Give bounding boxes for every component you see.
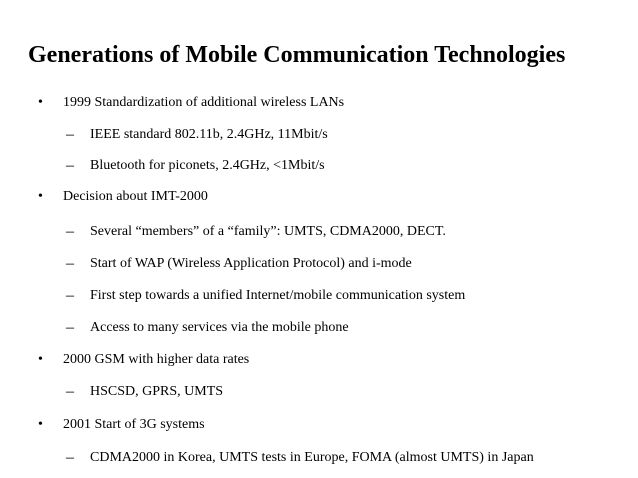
dash-icon: – [66, 157, 74, 174]
dash-icon: – [66, 287, 74, 304]
slide-title: Generations of Mobile Communication Technologies [28, 42, 566, 68]
sub-bullet-text: Start of WAP (Wireless Application Protocol) and i-mode [90, 256, 412, 271]
dash-icon: – [66, 449, 74, 466]
bullet-text: 1999 Standardization of additional wireless LANs [63, 95, 345, 110]
dash-icon: – [66, 255, 74, 272]
bullet-text: Decision about IMT-2000 [63, 189, 208, 204]
bullet-icon: • [38, 95, 43, 110]
sub-bullet-text: First step towards a unified Internet/mobile communication system [90, 288, 466, 303]
bullet-icon: • [38, 352, 43, 367]
sub-bullet-text: CDMA2000 in Korea, UMTS tests in Europe, FOMA (almost UMTS) in Japan [90, 450, 534, 465]
bullet-icon: • [38, 417, 43, 432]
bullet-icon: • [38, 189, 43, 204]
sub-bullet-text: HSCSD, GPRS, UMTS [90, 384, 224, 399]
dash-icon: – [66, 223, 74, 240]
bullet-text: 2000 GSM with higher data rates [63, 352, 250, 367]
dash-icon: – [66, 126, 74, 143]
bullet-text: 2001 Start of 3G systems [63, 417, 205, 432]
sub-bullet-text: Bluetooth for piconets, 2.4GHz, <1Mbit/s [90, 158, 325, 173]
sub-bullet-text: Access to many services via the mobile phone [90, 320, 349, 335]
sub-bullet-text: IEEE standard 802.11b, 2.4GHz, 11Mbit/s [90, 127, 328, 142]
dash-icon: – [66, 383, 74, 400]
sub-bullet-text: Several “members” of a “family”: UMTS, CDMA2000, DECT. [90, 224, 446, 239]
dash-icon: – [66, 319, 74, 336]
